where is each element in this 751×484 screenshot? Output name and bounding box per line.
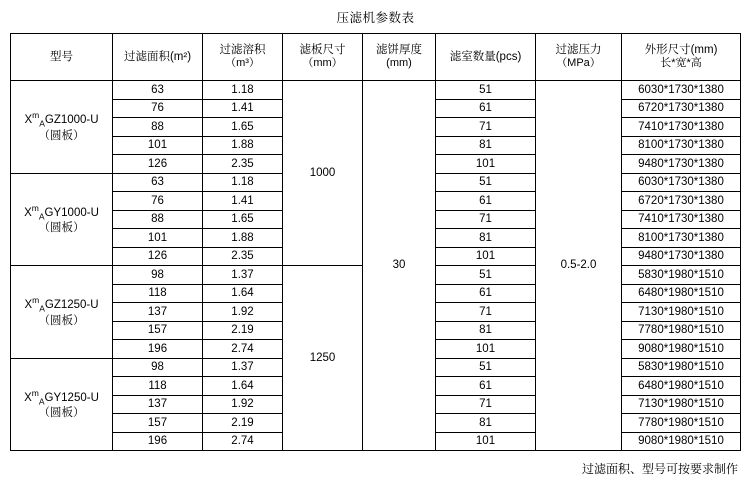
cell-filter-volume: 1.18 <box>203 81 283 100</box>
column-header-chamber-count-line1: 滤室数量(pcs) <box>449 50 522 63</box>
cell-chamber-count: 81 <box>436 321 536 340</box>
cell-filter-area: 101 <box>113 229 203 248</box>
cell-dimensions: 6480*1980*1510 <box>622 284 741 303</box>
column-header-filter-volume-line2: （m³） <box>225 57 260 70</box>
cell-filter-volume: 1.37 <box>203 358 283 377</box>
cell-dimensions: 6720*1730*1380 <box>622 99 741 118</box>
cell-dimensions: 7780*1980*1510 <box>622 414 741 433</box>
column-header-model-line1: 型号 <box>50 50 73 63</box>
cell-chamber-count: 71 <box>436 118 536 137</box>
cell-chamber-count: 61 <box>436 377 536 396</box>
cell-filter-volume: 2.19 <box>203 321 283 340</box>
model-note: （圆板） <box>38 222 85 235</box>
cell-dimensions: 7130*1980*1510 <box>622 395 741 414</box>
cell-dimensions: 7780*1980*1510 <box>622 321 741 340</box>
column-header-plate-size <box>283 34 363 81</box>
cell-chamber-count: 81 <box>436 136 536 155</box>
column-header-filter-area <box>113 34 203 81</box>
column-header-filter-area-line1: 过滤面积(m²) <box>123 50 192 63</box>
column-header-model <box>11 34 113 81</box>
column-header-dimensions <box>622 34 741 81</box>
column-header-filter-pressure-line2: （MPa） <box>556 57 601 70</box>
column-header-chamber-count <box>436 34 536 81</box>
cell-filter-volume: 1.65 <box>203 118 283 137</box>
table-row <box>11 81 741 100</box>
cell-chamber-count: 71 <box>436 303 536 322</box>
model-cell <box>11 81 113 174</box>
cell-filter-volume: 2.35 <box>203 247 283 266</box>
model-name: $X^m_AGY1250-U$ <box>24 387 99 406</box>
cell-filter-area: 88 <box>113 118 203 137</box>
cell-chamber-count: 101 <box>436 340 536 359</box>
cell-chamber-count: 71 <box>436 210 536 229</box>
table-header <box>11 34 741 81</box>
cell-filter-volume: 1.41 <box>203 99 283 118</box>
model-cell <box>11 358 113 451</box>
cell-filter-area: 98 <box>113 266 203 285</box>
cell-filter-area: 88 <box>113 210 203 229</box>
cell-dimensions: 9080*1980*1510 <box>622 340 741 359</box>
cell-filter-area: 63 <box>113 81 203 100</box>
cell-dimensions: 9480*1730*1380 <box>622 247 741 266</box>
cell-filter-volume: 1.64 <box>203 377 283 396</box>
cell-filter-volume: 1.41 <box>203 192 283 211</box>
cell-filter-area: 157 <box>113 321 203 340</box>
cell-dimensions: 6480*1980*1510 <box>622 377 741 396</box>
model-note: （圆板） <box>38 129 85 142</box>
cell-chamber-count: 51 <box>436 173 536 192</box>
cell-chamber-count: 81 <box>436 414 536 433</box>
cell-chamber-count: 101 <box>436 432 536 451</box>
cell-filter-volume: 1.92 <box>203 395 283 414</box>
cell-dimensions: 9480*1730*1380 <box>622 155 741 174</box>
model-note: （圆板） <box>38 407 85 420</box>
cell-dimensions: 7130*1980*1510 <box>622 303 741 322</box>
model-cell <box>11 266 113 359</box>
cell-chamber-count: 61 <box>436 284 536 303</box>
specification-table <box>10 33 741 451</box>
cell-filter-area: 137 <box>113 303 203 322</box>
cell-dimensions: 5830*1980*1510 <box>622 358 741 377</box>
column-header-cake-thickness <box>363 34 436 81</box>
cell-dimensions: 8100*1730*1380 <box>622 136 741 155</box>
cell-dimensions: 6030*1730*1380 <box>622 173 741 192</box>
cell-filter-pressure: 0.5-2.0 <box>536 81 622 451</box>
footnote: 过滤面积、型号可按要求制作 <box>581 462 738 476</box>
cell-chamber-count: 101 <box>436 247 536 266</box>
table-header-row <box>11 34 741 81</box>
cell-filter-area: 76 <box>113 192 203 211</box>
cell-filter-area: 118 <box>113 377 203 396</box>
cell-filter-area: 137 <box>113 395 203 414</box>
cell-plate-size: 1250 <box>283 266 363 451</box>
column-header-filter-volume-line1: 过滤溶积 <box>219 43 266 56</box>
cell-filter-volume: 2.74 <box>203 432 283 451</box>
cell-filter-area: 126 <box>113 155 203 174</box>
cell-filter-volume: 1.88 <box>203 136 283 155</box>
cell-filter-volume: 1.64 <box>203 284 283 303</box>
cell-chamber-count: 51 <box>436 266 536 285</box>
cell-cake-thickness: 30 <box>363 81 436 451</box>
cell-filter-area: 63 <box>113 173 203 192</box>
cell-filter-area: 157 <box>113 414 203 433</box>
cell-filter-area: 76 <box>113 99 203 118</box>
cell-filter-area: 98 <box>113 358 203 377</box>
column-header-filter-volume <box>203 34 283 81</box>
column-header-plate-size-line1: 滤板尺寸 <box>299 43 346 56</box>
cell-dimensions: 5830*1980*1510 <box>622 266 741 285</box>
cell-filter-volume: 1.92 <box>203 303 283 322</box>
model-note: （圆板） <box>38 314 85 327</box>
cell-dimensions: 7410*1730*1380 <box>622 210 741 229</box>
model-cell <box>11 173 113 266</box>
cell-dimensions: 8100*1730*1380 <box>622 229 741 248</box>
cell-filter-volume: 2.74 <box>203 340 283 359</box>
cell-dimensions: 9080*1980*1510 <box>622 432 741 451</box>
model-name: $X^m_AGZ1250-U$ <box>24 295 99 314</box>
column-header-filter-pressure-line1: 过滤压力 <box>555 43 602 56</box>
column-header-plate-size-line2: （mm） <box>302 57 343 70</box>
cell-filter-area: 196 <box>113 432 203 451</box>
cell-chamber-count: 101 <box>436 155 536 174</box>
cell-chamber-count: 71 <box>436 395 536 414</box>
cell-filter-area: 101 <box>113 136 203 155</box>
column-header-cake-thickness-line2: (mm) <box>386 57 412 70</box>
table-body <box>11 81 741 451</box>
cell-chamber-count: 51 <box>436 358 536 377</box>
cell-filter-area: 126 <box>113 247 203 266</box>
model-name: $X^m_AGY1000-U$ <box>24 202 99 221</box>
cell-chamber-count: 81 <box>436 229 536 248</box>
cell-filter-volume: 2.19 <box>203 414 283 433</box>
column-header-dimensions-line2: 长*宽*高 <box>660 57 702 70</box>
cell-chamber-count: 61 <box>436 99 536 118</box>
cell-filter-volume: 1.18 <box>203 173 283 192</box>
cell-plate-size: 1000 <box>283 81 363 266</box>
column-header-filter-pressure <box>536 34 622 81</box>
cell-filter-volume: 1.37 <box>203 266 283 285</box>
cell-filter-volume: 1.88 <box>203 229 283 248</box>
cell-filter-area: 196 <box>113 340 203 359</box>
cell-dimensions: 7410*1730*1380 <box>622 118 741 137</box>
column-header-dimensions-line1: 外形尺寸(mm) <box>644 43 718 56</box>
cell-dimensions: 6720*1730*1380 <box>622 192 741 211</box>
page-title: 压滤机参数表 <box>336 11 415 25</box>
column-header-cake-thickness-line1: 滤饼厚度 <box>376 43 422 56</box>
cell-dimensions: 6030*1730*1380 <box>622 81 741 100</box>
cell-chamber-count: 61 <box>436 192 536 211</box>
cell-filter-area: 118 <box>113 284 203 303</box>
cell-chamber-count: 51 <box>436 81 536 100</box>
cell-filter-volume: 2.35 <box>203 155 283 174</box>
cell-filter-volume: 1.65 <box>203 210 283 229</box>
model-name: $X^m_AGZ1000-U$ <box>24 110 99 129</box>
